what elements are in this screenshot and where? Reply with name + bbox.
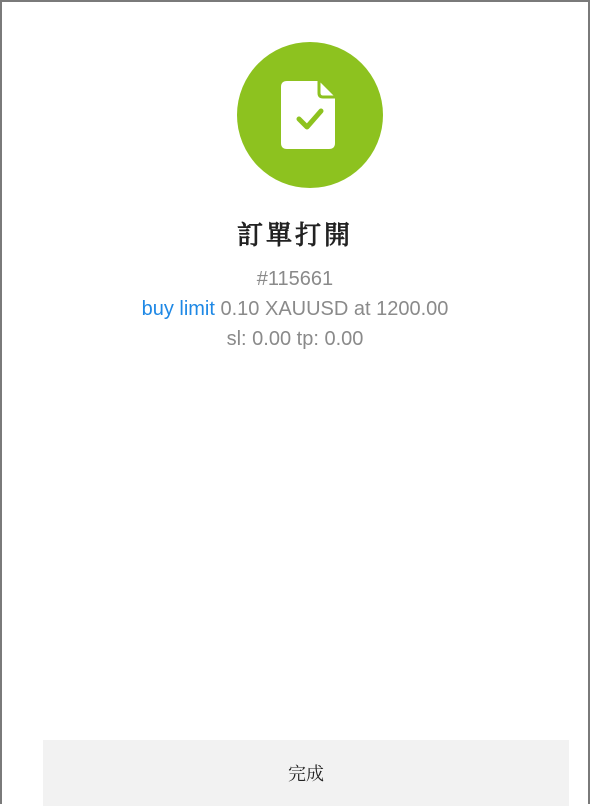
order-summary-line: [2, 294, 588, 324]
done-button-label: 完成: [288, 764, 324, 785]
success-badge: [237, 42, 383, 188]
order-summary: 0.10 XAUUSD at 1200.00: [220, 298, 449, 320]
order-sl-tp: sl: 0.00 tp: 0.00: [226, 328, 364, 350]
dialog-title: 訂單打開: [236, 221, 353, 251]
document-check-icon: [279, 79, 341, 151]
order-details: [2, 264, 588, 354]
order-number: #115661: [256, 268, 334, 290]
order-type: buy limit: [141, 298, 215, 320]
done-button[interactable]: [43, 740, 569, 806]
